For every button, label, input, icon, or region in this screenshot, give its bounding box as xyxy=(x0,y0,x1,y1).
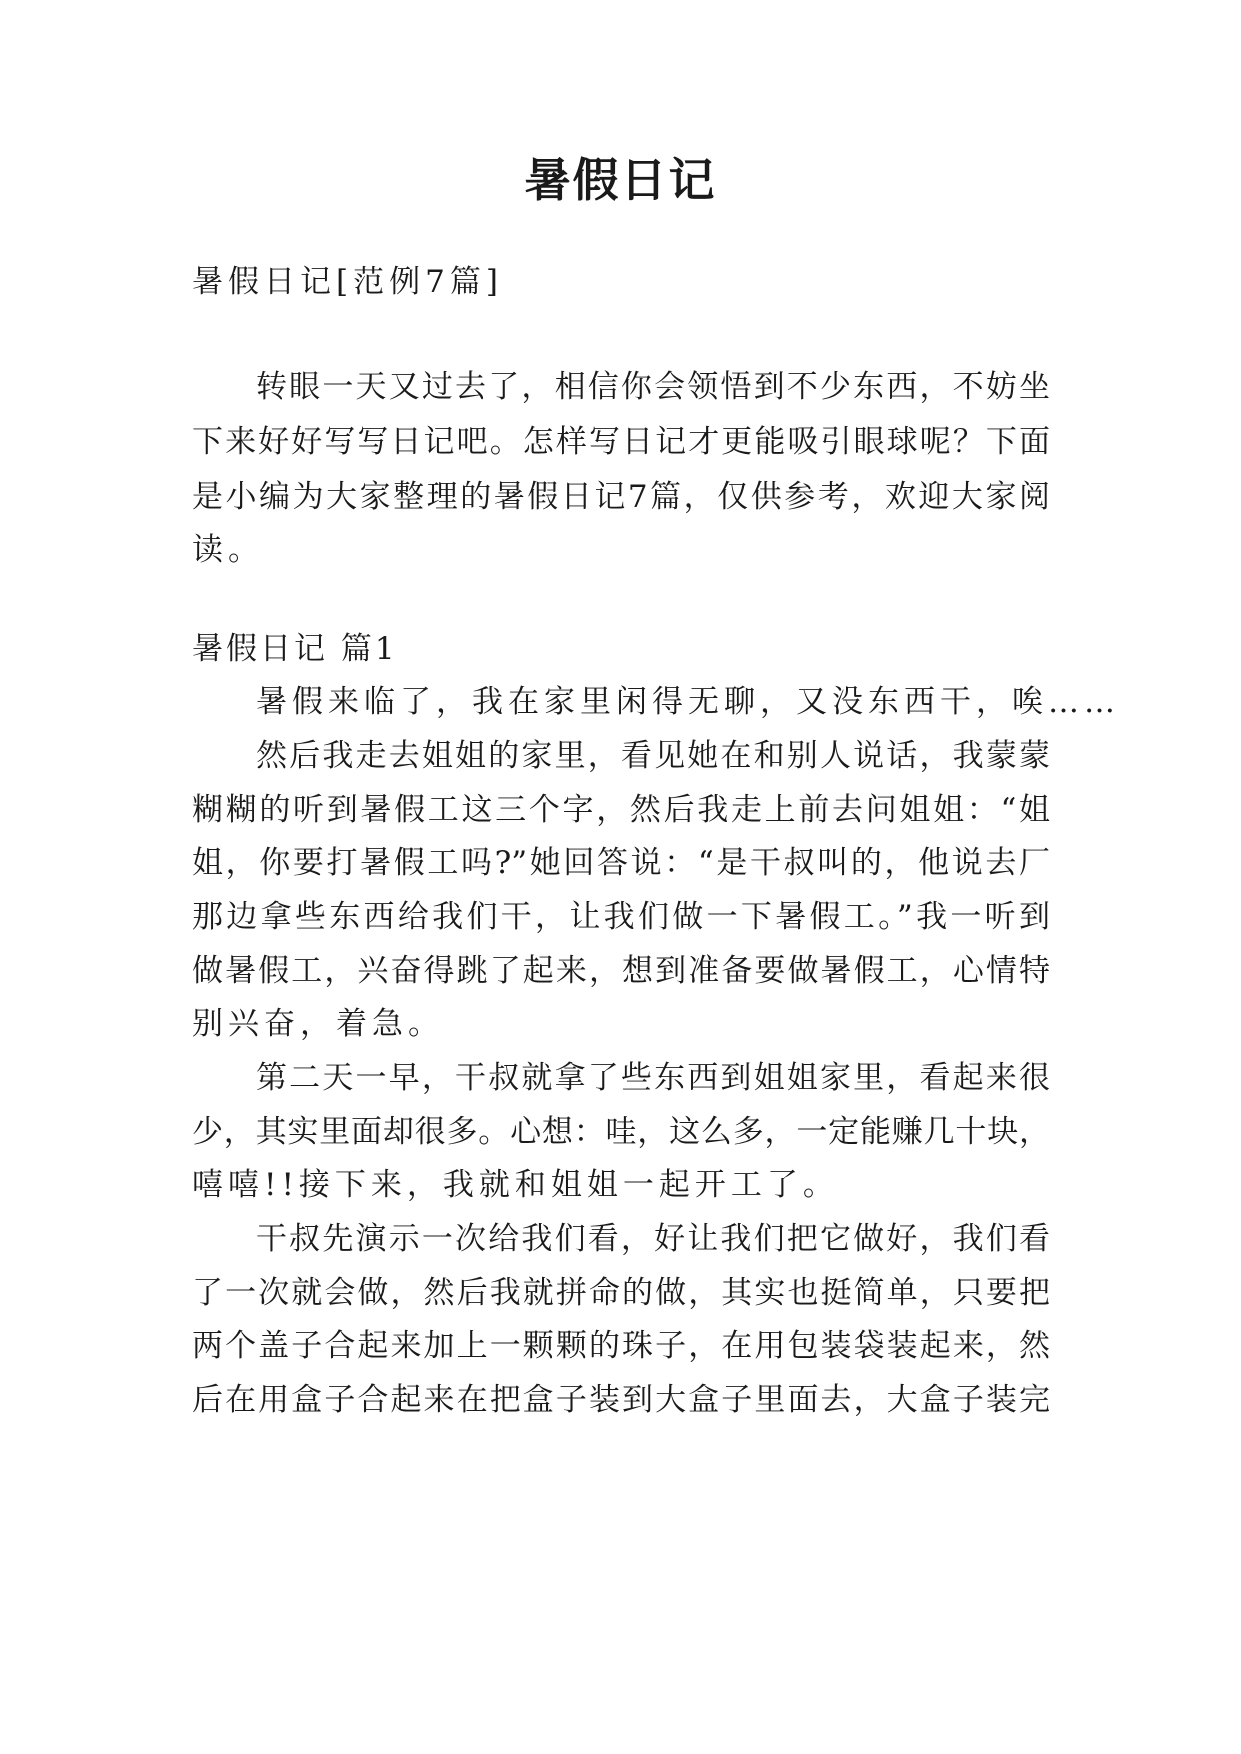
body-line: 暑假来临了，我在家里闲得无聊，又没东西干，唉…… xyxy=(256,684,1120,720)
page-title: 暑假日记 xyxy=(524,153,717,207)
body-line: 糊糊的听到暑假工这三个字，然后我走上前去问姐姐：“姐 xyxy=(192,792,1050,828)
document-subtitle: 暑假日记[范例7篇] xyxy=(192,264,503,300)
body-line: 姐，你要打暑假工吗?”她回答说：“是干叔叫的，他说去厂 xyxy=(192,845,1050,881)
body-line: 第二天一早，干叔就拿了些东西到姐姐家里，看起来很 xyxy=(256,1060,1050,1096)
section-heading: 暑假日记 篇1 xyxy=(192,631,398,667)
intro-line: 读。 xyxy=(192,532,264,568)
body-line: 那边拿些东西给我们干，让我们做一下暑假工。”我一听到 xyxy=(192,899,1050,935)
body-line: 别兴奋，着急。 xyxy=(192,1006,444,1042)
body-line: 两个盖子合起来加上一颗颗的珠子，在用包装袋装起来，然 xyxy=(192,1328,1050,1364)
body-line: 嘻嘻!!接下来，我就和姐姐一起开工了。 xyxy=(192,1167,839,1203)
intro-line: 转眼一天又过去了，相信你会领悟到不少东西，不妨坐 xyxy=(256,369,1050,405)
body-line: 然后我走去姐姐的家里，看见她在和别人说话，我蒙蒙 xyxy=(256,738,1050,774)
intro-line: 下来好好写写日记吧。怎样写日记才更能吸引眼球呢？下面 xyxy=(192,424,1050,460)
body-line: 后在用盒子合起来在把盒子装到大盒子里面去，大盒子装完 xyxy=(192,1382,1050,1418)
body-line: 做暑假工，兴奋得跳了起来，想到准备要做暑假工，心情特 xyxy=(192,953,1050,989)
body-line: 干叔先演示一次给我们看，好让我们把它做好，我们看 xyxy=(256,1221,1050,1257)
intro-line: 是小编为大家整理的暑假日记7篇，仅供参考，欢迎大家阅 xyxy=(192,479,1050,515)
body-line: 了一次就会做，然后我就拼命的做，其实也挺简单，只要把 xyxy=(192,1275,1050,1311)
body-line: 少，其实里面却很多。心想：哇，这么多，一定能赚几十块， xyxy=(192,1114,1050,1150)
